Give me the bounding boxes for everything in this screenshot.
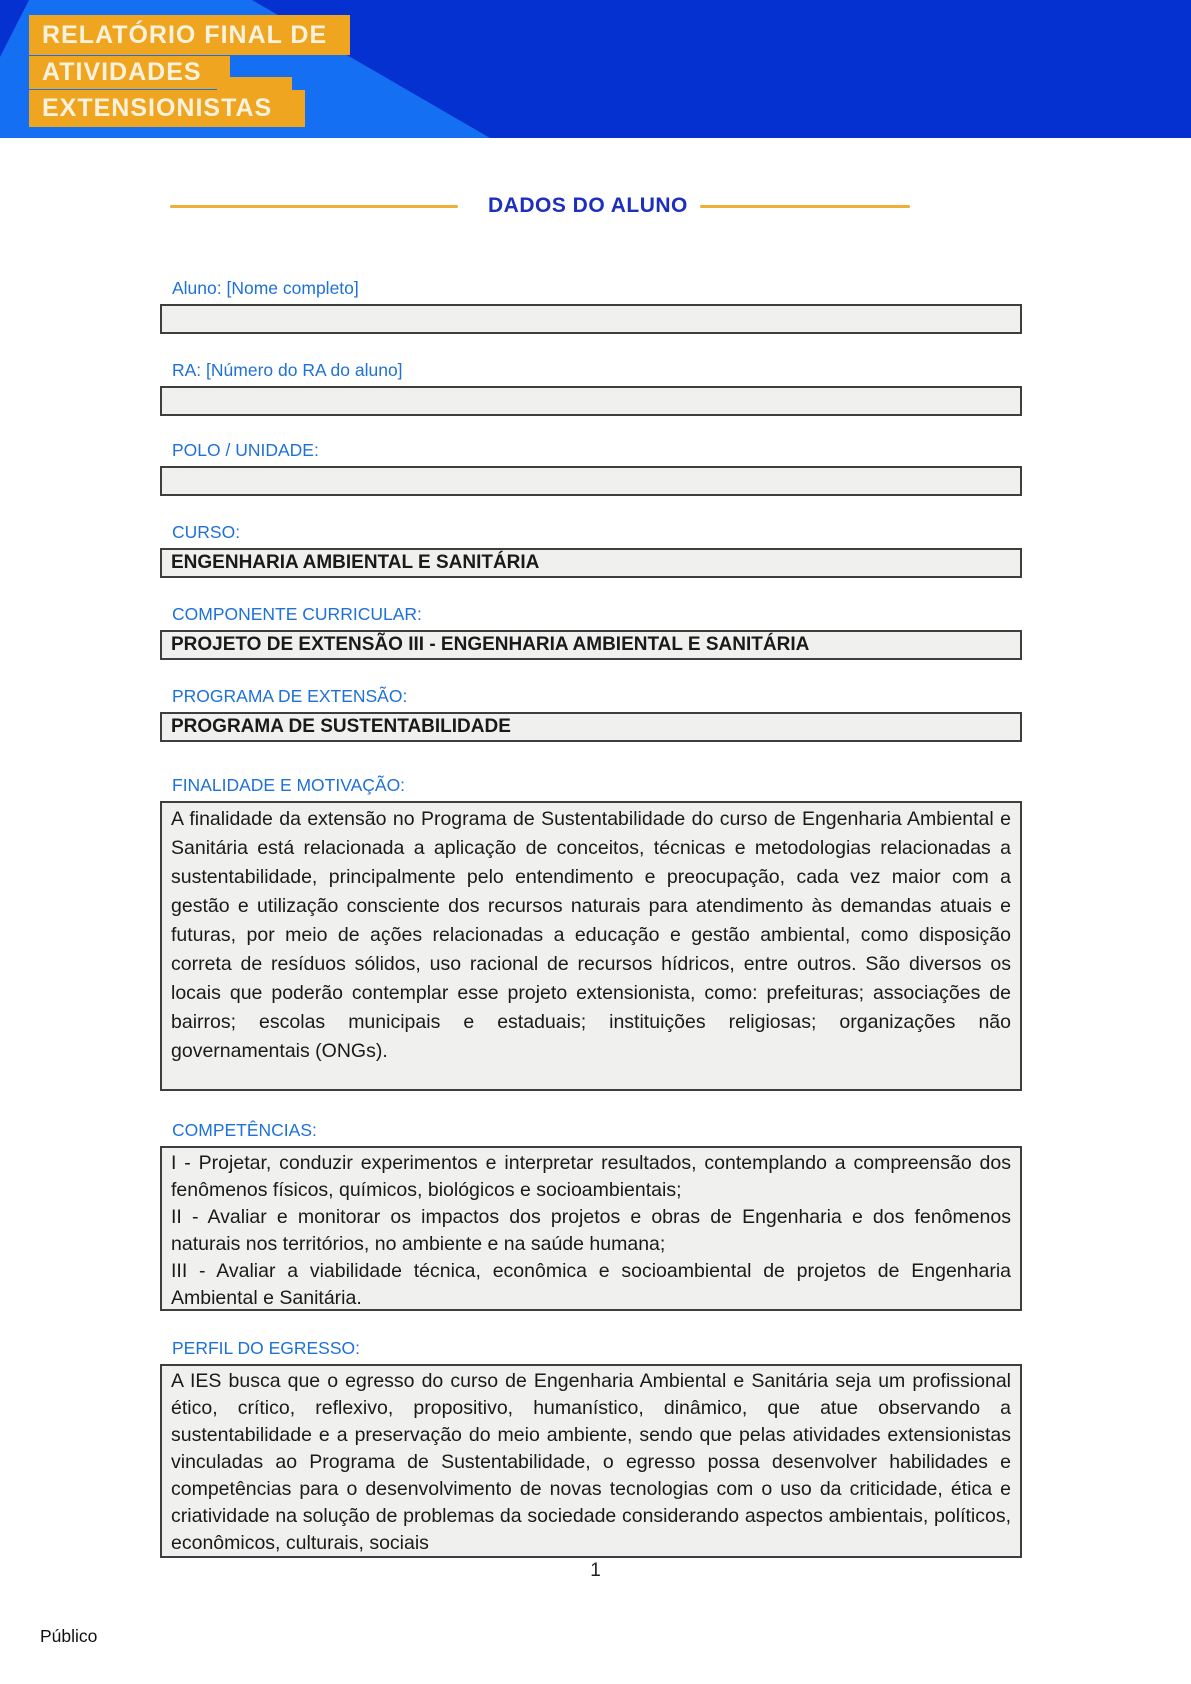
field-programa-extensao: [160, 686, 1022, 742]
field-programa-extensao-label: PROGRAMA DE EXTENSÃO:: [172, 686, 408, 706]
field-curso-input[interactable]: ENGENHARIA AMBIENTAL E SANITÁRIA: [160, 548, 1022, 578]
title-rule-left: [170, 205, 458, 208]
field-finalidade-motivacao-input[interactable]: A finalidade da extensão no Programa de Sustentabilidade do curso de Engenharia Ambiental e Sanitária está relacionada a aplicação de conceitos, técnicas e metodologias relacionadas a sustentabilidade, principalmente pelo entendimento e preocupação, cada vez maior com a gestão e utilização consciente dos recursos naturais para atendimento às demandas atuais e futuras, por meio de ações relacionadas a educação e gestão ambiental, como disposição correta de resíduos sólidos, uso racional de recursos hídricos, entre outros. São diversos os locais que poderão contemplar esse projeto extensionista, como: prefeituras; associações de bairros; escolas municipais e estaduais; instituições religiosas; organizações não governamentais (ONGs).: [160, 801, 1022, 1091]
field-perfil-egresso: [160, 1338, 1022, 1558]
field-competencias: [160, 1120, 1022, 1311]
field-polo-unidade-label: POLO / UNIDADE:: [172, 440, 319, 460]
field-finalidade-motivacao: [160, 775, 1022, 1091]
field-perfil-egresso-input[interactable]: A IES busca que o egresso do curso de Engenharia Ambiental e Sanitária seja um profissional ético, crítico, reflexivo, propositivo, humanístico, dinâmico, que atue observando a sustentabilidade e a preservação do meio ambiente, sendo que pelas atividades extensionistas vinculadas ao Programa de Sustentabilidade, o egresso possa desenvolver habilidades e competências para o desenvolvimento de novas tecnologias com o uso da criticidade, ética e criatividade na solução de problemas da sociedade considerando aspectos ambientais, políticos, econômicos, culturais, sociais: [160, 1364, 1022, 1558]
field-aluno-label: Aluno: [Nome completo]: [172, 278, 359, 298]
title-rule-right: [700, 205, 910, 208]
field-curso: [160, 522, 1022, 578]
banner-title-line-3: EXTENSIONISTAS: [29, 90, 305, 127]
field-polo-unidade: [160, 440, 1022, 496]
banner-highlight-bridge: [217, 77, 292, 90]
field-aluno-input[interactable]: [160, 304, 1022, 334]
field-polo-unidade-input[interactable]: [160, 466, 1022, 496]
field-aluno: [160, 278, 1022, 334]
field-componente-curricular-label: COMPONENTE CURRICULAR:: [172, 604, 422, 624]
competencia-item-2: II - Avaliar e monitorar os impactos dos projetos e obras de Engenharia e dos fenômenos naturais nos territórios, no ambiente e na saúde humana;: [171, 1206, 1011, 1255]
classification-label: Público: [40, 1626, 98, 1646]
field-ra-input[interactable]: [160, 386, 1022, 416]
field-ra: [160, 360, 1022, 416]
section-title: DADOS DO ALUNO: [488, 194, 688, 217]
banner: [0, 0, 1191, 138]
banner-title-line-2: ATIVIDADES: [29, 56, 230, 89]
field-competencias-label: COMPETÊNCIAS:: [172, 1120, 317, 1140]
competencia-item-1: I - Projetar, conduzir experimentos e interpretar resultados, contemplando a compreensão dos fenômenos físicos, químicos, biológicos e socioambientais;: [171, 1152, 1011, 1201]
field-competencias-input[interactable]: [160, 1146, 1022, 1311]
field-ra-label: RA: [Número do RA do aluno]: [172, 360, 403, 380]
field-curso-label: CURSO:: [172, 522, 241, 542]
field-componente-curricular: [160, 604, 1022, 660]
section-title-row: [170, 194, 945, 218]
banner-title-line-1: RELATÓRIO FINAL DE: [29, 15, 350, 55]
field-componente-curricular-input[interactable]: PROJETO DE EXTENSÃO III - ENGENHARIA AMBIENTAL E SANITÁRIA: [160, 630, 1022, 660]
field-programa-extensao-input[interactable]: PROGRAMA DE SUSTENTABILIDADE: [160, 712, 1022, 742]
competencia-item-3: III - Avaliar a viabilidade técnica, econômica e socioambiental de projetos de Engenharia Ambiental e Sanitária.: [171, 1260, 1011, 1309]
field-finalidade-motivacao-label: FINALIDADE E MOTIVAÇÃO:: [172, 775, 406, 795]
field-perfil-egresso-label: PERFIL DO EGRESSO:: [172, 1338, 361, 1358]
page-number: 1: [590, 1560, 601, 1581]
